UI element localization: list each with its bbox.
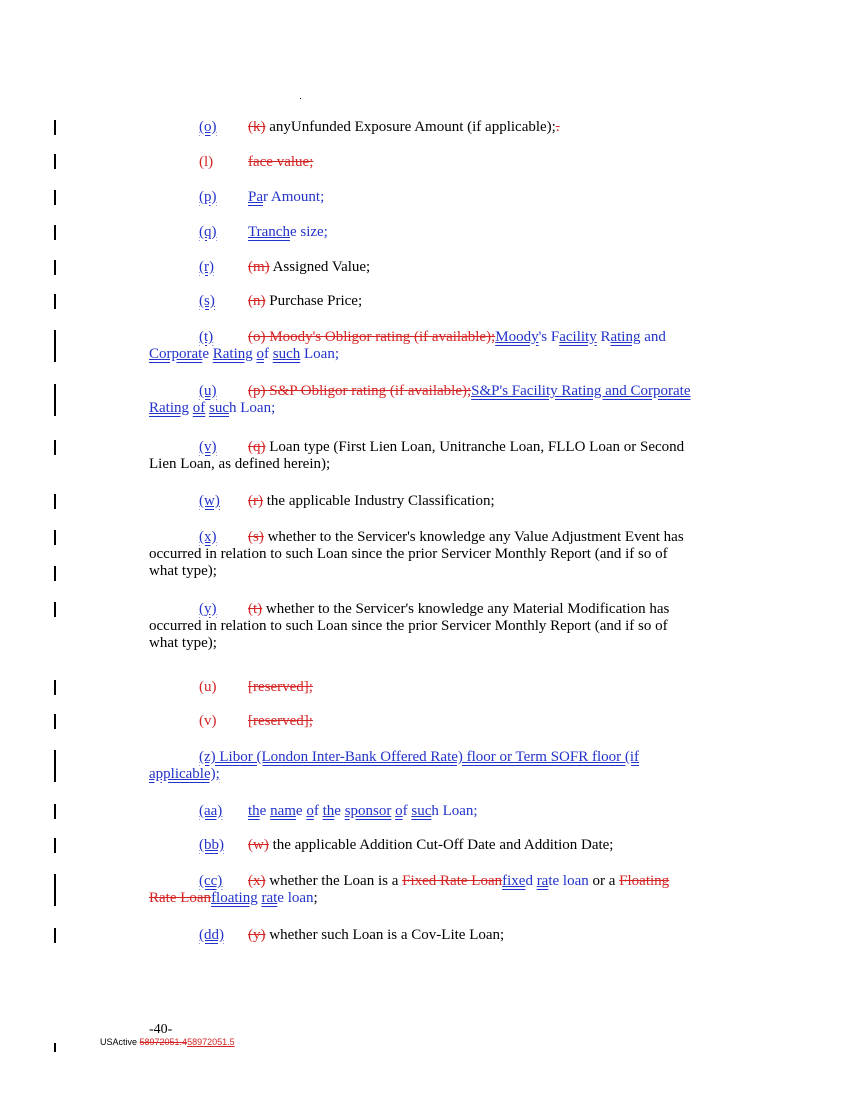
list-item-cc: (cc) (x) whether the Loan is a Fixed Rate Loanfixed rate loan or a Floating Rate Loanfloating rate loan;: [149, 873, 670, 906]
list-item-u: (u) (p) S&P Obligor rating (if available);S&P's Facility Rating and Corporate Rating of such Loan;: [149, 383, 691, 416]
item-label: (r): [199, 259, 214, 275]
item-label: (t): [199, 329, 214, 345]
list-item-o: [149, 119, 744, 136]
list-item-bb: (bb) (w) the applicable Addition Cut-Off Date and Addition Date;: [199, 837, 614, 853]
item-text: anyUnfunded Exposure Amount (if applicable);: [265, 119, 556, 135]
item-label: (bb): [199, 837, 224, 853]
list-item-t: (t) (o) Moody's Obligor rating (if available);Moody's Facility Rating and Corporate Rating of such Loan;: [149, 329, 666, 362]
list-item-s: (s) (n) Purchase Price;: [199, 293, 363, 309]
list-item-dd: (dd) (y) whether such Loan is a Cov-Lite Loan;: [199, 927, 505, 943]
revision-bar: [54, 928, 56, 943]
item-label: (aa): [199, 803, 223, 819]
item-label: (u): [199, 383, 217, 399]
list-item-x: (x) (s) whether to the Servicer's knowledge any Value Adjustment Event has occurred in relation to such Loan since the prior Servicer Monthly Report (and if so of what type);: [149, 529, 684, 579]
revision-bar: [54, 384, 56, 416]
deleted-row: (u) [reserved];: [199, 679, 313, 695]
list-item-w: (w) (r) the applicable Industry Classification;: [199, 493, 495, 509]
list-item-q: (q) Tranche size;: [199, 224, 328, 240]
revision-bar: [54, 440, 56, 455]
revision-bar: [54, 838, 56, 853]
item-label: (w): [199, 493, 220, 509]
item-label: (y): [199, 601, 217, 617]
item-label: (v): [199, 439, 217, 455]
revision-bar: [54, 530, 56, 545]
item-label: (p): [199, 189, 217, 205]
list-item-aa: (aa) the name of the sponsor of such Loan;: [199, 803, 478, 819]
revision-bar: [54, 225, 56, 240]
revision-bar: [54, 804, 56, 819]
item-label: (cc): [199, 873, 223, 889]
revision-bar: [54, 190, 56, 205]
revision-bar: [54, 602, 56, 617]
deleted-row: (l) face value;: [199, 154, 314, 170]
item-label: (q): [199, 224, 217, 240]
document-id: USActive 58972051.458972051.5: [100, 1037, 235, 1047]
revision-bar: [54, 494, 56, 509]
list-item-v: (v) (q) Loan type (First Lien Loan, Unitranche Loan, FLLO Loan or Second Lien Loan, as defined herein);: [149, 439, 685, 472]
stray-mark: [300, 98, 301, 99]
list-item-deleted-u: [149, 679, 744, 696]
list-item-deleted-l: [149, 154, 744, 171]
list-item-deleted-v: [149, 713, 744, 730]
revision-bar: [54, 330, 56, 362]
revision-bar: [54, 874, 56, 906]
deleted-text: .: [555, 119, 560, 135]
revision-bar: [54, 260, 56, 275]
revision-bar: [54, 1043, 56, 1052]
item-label: (x): [199, 529, 217, 545]
list-item-y: (y) (t) whether to the Servicer's knowledge any Material Modification has occurred in relation to such Loan since the prior Servicer Monthly Report (and if so of what type);: [149, 601, 670, 651]
list-item-r: (r) (m) Assigned Value;: [199, 259, 371, 275]
item-label: (o): [199, 119, 217, 135]
deleted-row: (v) [reserved];: [199, 713, 313, 729]
list-item-p: (p) Par Amount;: [199, 189, 325, 205]
revision-bar: [54, 680, 56, 695]
revision-bar: [54, 750, 56, 782]
revision-bar: [54, 566, 56, 581]
page-number: -40-: [149, 1022, 173, 1037]
revision-bar: [54, 154, 56, 169]
item-label: (s): [199, 293, 215, 309]
revision-bar: [54, 120, 56, 135]
revision-bar: [54, 714, 56, 729]
item-label: (dd): [199, 927, 224, 943]
revision-bar: [54, 294, 56, 309]
list-item-z: (z) Libor (London Inter-Bank Offered Rate) floor or Term SOFR floor (if applicable);: [149, 749, 640, 782]
deleted-label: (k): [248, 119, 266, 135]
